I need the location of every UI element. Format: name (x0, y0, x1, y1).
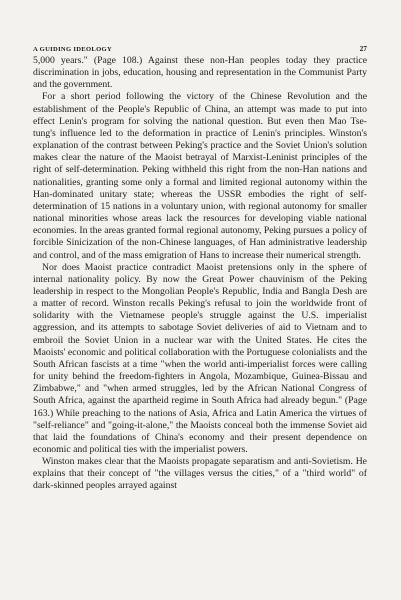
body-text (33, 55, 367, 493)
running-title: A GUIDING IDEOLOGY (33, 46, 113, 53)
paragraph-2: For a short period following the victory of the Chinese Revolution and the establishment of the People's Republic of China, an attempt was made to put into effect Lenin's program for solving the national question. But even then Mao Tse-tung's influence led to the deformation in practice of Lenin's principles. Winston's explanation of the contrast between Peking's practice and the Soviet Union's solution makes clear the nature of the Maoist betrayal of Marxist-Leninist principles of the right of self-determination. Peking withheld this right from the non-Han nations and nationalities, granting some only a formal and limited regional autonomy within the Han-dominated unitary state; whereas the USSR embodies the right of self-determination of 15 nations in a voluntary union, with regional autonomy for smaller national minorities whose areas lack the resources for developing viable national economies. In the areas granted formal regional autonomy, Peking pursues a policy of forcible Sinicization of the non-Chinese languages, of Han administrative leadership and control, and of the mass emigration of Hans to increase their numerical strength. (33, 91, 367, 261)
paragraph-1: 5,000 years." (Page 108.) Against these non-Han peoples today they practice discrimination in jobs, education, housing and representation in the Communist Party and the government. (33, 55, 367, 91)
paragraph-4: Winston makes clear that the Maoists propagate separatism and anti-Sovietism. He explains that their concept of "the villages versus the cities," of a "third world" of dark-skinned peoples arrayed against (33, 456, 367, 492)
page-number: 27 (359, 44, 367, 53)
paragraph-3: Nor does Maoist practice contradict Maoist pretensions only in the sphere of internal nationality policy. By now the Great Power chauvinism of the Peking leadership in respect to the Mongolian People's Republic, India and Bangla Desh are a matter of record. Winston recalls Peking's refusal to join the worldwide front of solidarity with the Vietnamese people's struggle against the U.S. imperialist aggression, and its attempts to sabotage Soviet deliveries of aid to Vietnam and to embroil the Soviet Union in a nuclear war with the United States. He cites the Maoists' economic and political collaboration with the Portuguese colonialists and the South African fascists at a time "when the world anti-imperialist forces were calling for unity behind the freedom-fighters in Angola, Mozambique, Guinea-Bissau and Zimbabwe," and "when armed struggles, led by the African National Congress of South Africa, against the apartheid regime in South Africa had already begun." (Page 163.) While preaching to the nations of Asia, Africa and Latin America the virtues of "self-reliance" and "going-it-alone," the Maoists conceal both the immense Soviet aid that laid the foundations of China's economy and their present dependence on economic and political ties with the imperialist powers. (33, 261, 367, 455)
running-head (33, 44, 367, 53)
